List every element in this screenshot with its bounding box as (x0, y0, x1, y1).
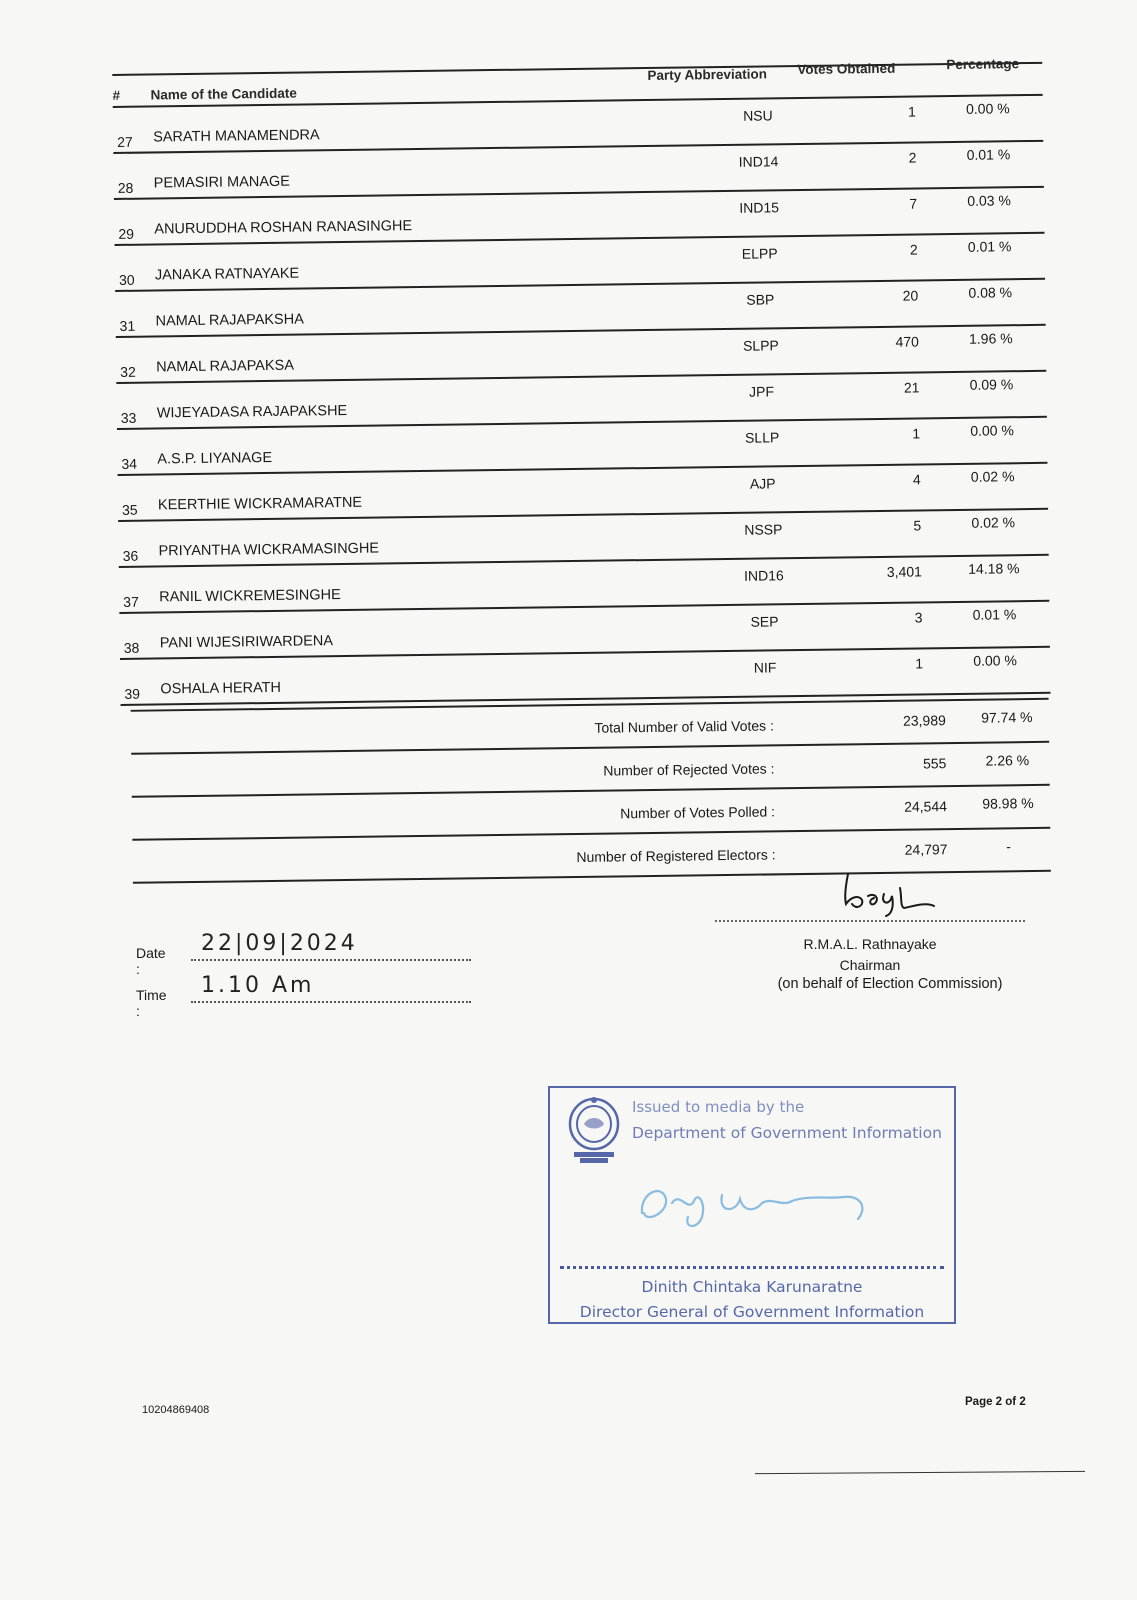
candidate-number: 34 (121, 455, 138, 472)
totals-percentage: 2.26 % (985, 752, 1030, 769)
candidate-number: 28 (117, 179, 134, 196)
totals-label: Number of Registered Electors : (576, 846, 776, 865)
candidate-name: NAMAL RAJAPAKSHA (155, 311, 304, 330)
vote-percentage: 0.00 % (973, 652, 1017, 669)
signatory-organisation: (on behalf of Election Commission) (777, 976, 1003, 992)
vote-percentage: 0.02 % (971, 514, 1016, 531)
party-abbreviation: IND14 (738, 153, 779, 170)
sri-lanka-emblem-icon (566, 1094, 622, 1168)
vote-percentage: 0.00 % (965, 100, 1010, 117)
signatory-name: R.M.A.L. Rathnayake (803, 936, 937, 952)
time-label: Time : (136, 987, 167, 1019)
candidate-number: 30 (118, 271, 135, 288)
time-value: 1.10 Am (191, 973, 471, 1003)
candidate-name: KEERTHIE WICKRAMARATNE (157, 494, 363, 514)
vote-percentage: 0.01 % (972, 606, 1017, 623)
results-table (112, 38, 1053, 884)
candidate-name: RANIL WICKREMESINGHE (159, 587, 341, 606)
candidate-number: 27 (117, 133, 133, 150)
votes-obtained: 3,401 (886, 563, 922, 580)
document-id: 10204869408 (142, 1404, 210, 1416)
votes-obtained: 20 (902, 287, 919, 304)
vote-percentage: 0.00 % (970, 422, 1014, 439)
candidate-number: 37 (123, 593, 139, 610)
signature-line (715, 920, 1025, 922)
header-number: # (112, 87, 121, 103)
party-abbreviation: AJP (749, 475, 776, 492)
candidate-number: 31 (119, 317, 136, 334)
totals-percentage: - (1006, 838, 1011, 855)
director-signature-icon (632, 1173, 882, 1243)
totals-value: 23,989 (902, 712, 946, 729)
candidate-number: 33 (120, 409, 137, 426)
vote-percentage: 0.01 % (967, 238, 1012, 255)
votes-obtained: 3 (914, 609, 923, 626)
party-abbreviation: ELPP (741, 245, 778, 262)
vote-percentage: 0.03 % (967, 192, 1011, 209)
party-abbreviation: JPF (748, 383, 775, 400)
government-information-stamp (548, 1086, 956, 1324)
votes-obtained: 5 (913, 517, 922, 534)
candidate-number: 36 (122, 547, 139, 564)
stamp-signature-line (560, 1266, 944, 1269)
candidate-number: 29 (118, 225, 135, 242)
party-abbreviation: NSU (743, 107, 773, 124)
header-candidate-name: Name of the Candidate (150, 85, 297, 103)
vote-percentage: 1.96 % (968, 330, 1013, 347)
party-abbreviation: IND16 (743, 567, 784, 584)
votes-obtained: 7 (909, 195, 918, 212)
votes-obtained: 2 (908, 149, 917, 166)
candidate-number: 35 (121, 501, 138, 518)
footer-rule (755, 1471, 1085, 1474)
stamp-director-name: Dinith Chintaka Karunaratne (641, 1278, 863, 1296)
party-abbreviation: SLPP (742, 337, 779, 354)
totals-value: 24,544 (904, 798, 948, 815)
candidate-number: 32 (120, 363, 136, 380)
votes-obtained: 470 (895, 333, 919, 350)
votes-obtained: 21 (903, 379, 920, 396)
date-label: Date : (136, 945, 166, 977)
candidate-name: PRIYANTHA WICKRAMASINGHE (158, 540, 380, 560)
candidate-name: SARATH MANAMENDRA (153, 127, 320, 146)
totals-section (131, 698, 1051, 884)
totals-value: 555 (922, 755, 947, 772)
stamp-issued-line: Issued to media by the (632, 1098, 805, 1116)
totals-label: Number of Rejected Votes : (603, 760, 775, 779)
candidate-name: PANI WIJESIRIWARDENA (159, 633, 334, 652)
candidate-name: OSHALA HERATH (160, 679, 282, 698)
stamp-department-line: Department of Government Information (632, 1124, 942, 1142)
candidate-name: PEMASIRI MANAGE (153, 173, 291, 192)
votes-obtained: 1 (907, 103, 916, 120)
vote-percentage: 0.08 % (968, 284, 1013, 301)
party-abbreviation: SEP (750, 613, 779, 630)
header-party: Party Abbreviation (647, 66, 767, 83)
vote-percentage: 0.02 % (970, 468, 1015, 485)
votes-obtained: 1 (915, 655, 924, 672)
vote-percentage: 0.01 % (966, 146, 1011, 163)
page-number: Page 2 of 2 (965, 1396, 1026, 1408)
candidate-name: A.S.P. LIYANAGE (157, 449, 273, 468)
candidate-name: WIJEYADASA RAJAPAKSHE (156, 402, 348, 422)
votes-obtained: 1 (912, 425, 921, 442)
header-votes: Votes Obtained (797, 60, 896, 78)
stamp-director-title: Director General of Government Information (579, 1303, 925, 1321)
date-value: 22|09|2024 (191, 931, 471, 961)
candidate-number: 38 (123, 639, 140, 656)
votes-obtained: 2 (909, 241, 918, 258)
totals-percentage: 97.74 % (981, 709, 1033, 726)
votes-obtained: 4 (912, 471, 921, 488)
party-abbreviation: IND15 (739, 199, 780, 216)
candidate-rows (113, 96, 1051, 706)
candidate-name: JANAKA RATNAYAKE (154, 265, 300, 284)
candidate-name: ANURUDDHA ROSHAN RANASINGHE (154, 218, 413, 238)
party-abbreviation: SLLP (744, 429, 780, 446)
candidate-name: NAMAL RAJAPAKSA (156, 357, 295, 376)
totals-label: Number of Votes Polled : (620, 803, 776, 822)
candidate-number: 39 (124, 685, 141, 702)
signatory-title: Chairman (839, 957, 901, 973)
totals-label: Total Number of Valid Votes : (594, 717, 775, 736)
totals-percentage: 98.98 % (982, 795, 1034, 812)
totals-value: 24,797 (904, 841, 948, 858)
party-abbreviation: SBP (746, 291, 775, 308)
vote-percentage: 14.18 % (968, 560, 1020, 577)
party-abbreviation: NIF (753, 659, 777, 676)
header-percentage: Percentage (946, 56, 1020, 73)
vote-percentage: 0.09 % (969, 376, 1014, 393)
party-abbreviation: NSSP (744, 521, 783, 538)
chairman-signature-icon (830, 870, 940, 920)
